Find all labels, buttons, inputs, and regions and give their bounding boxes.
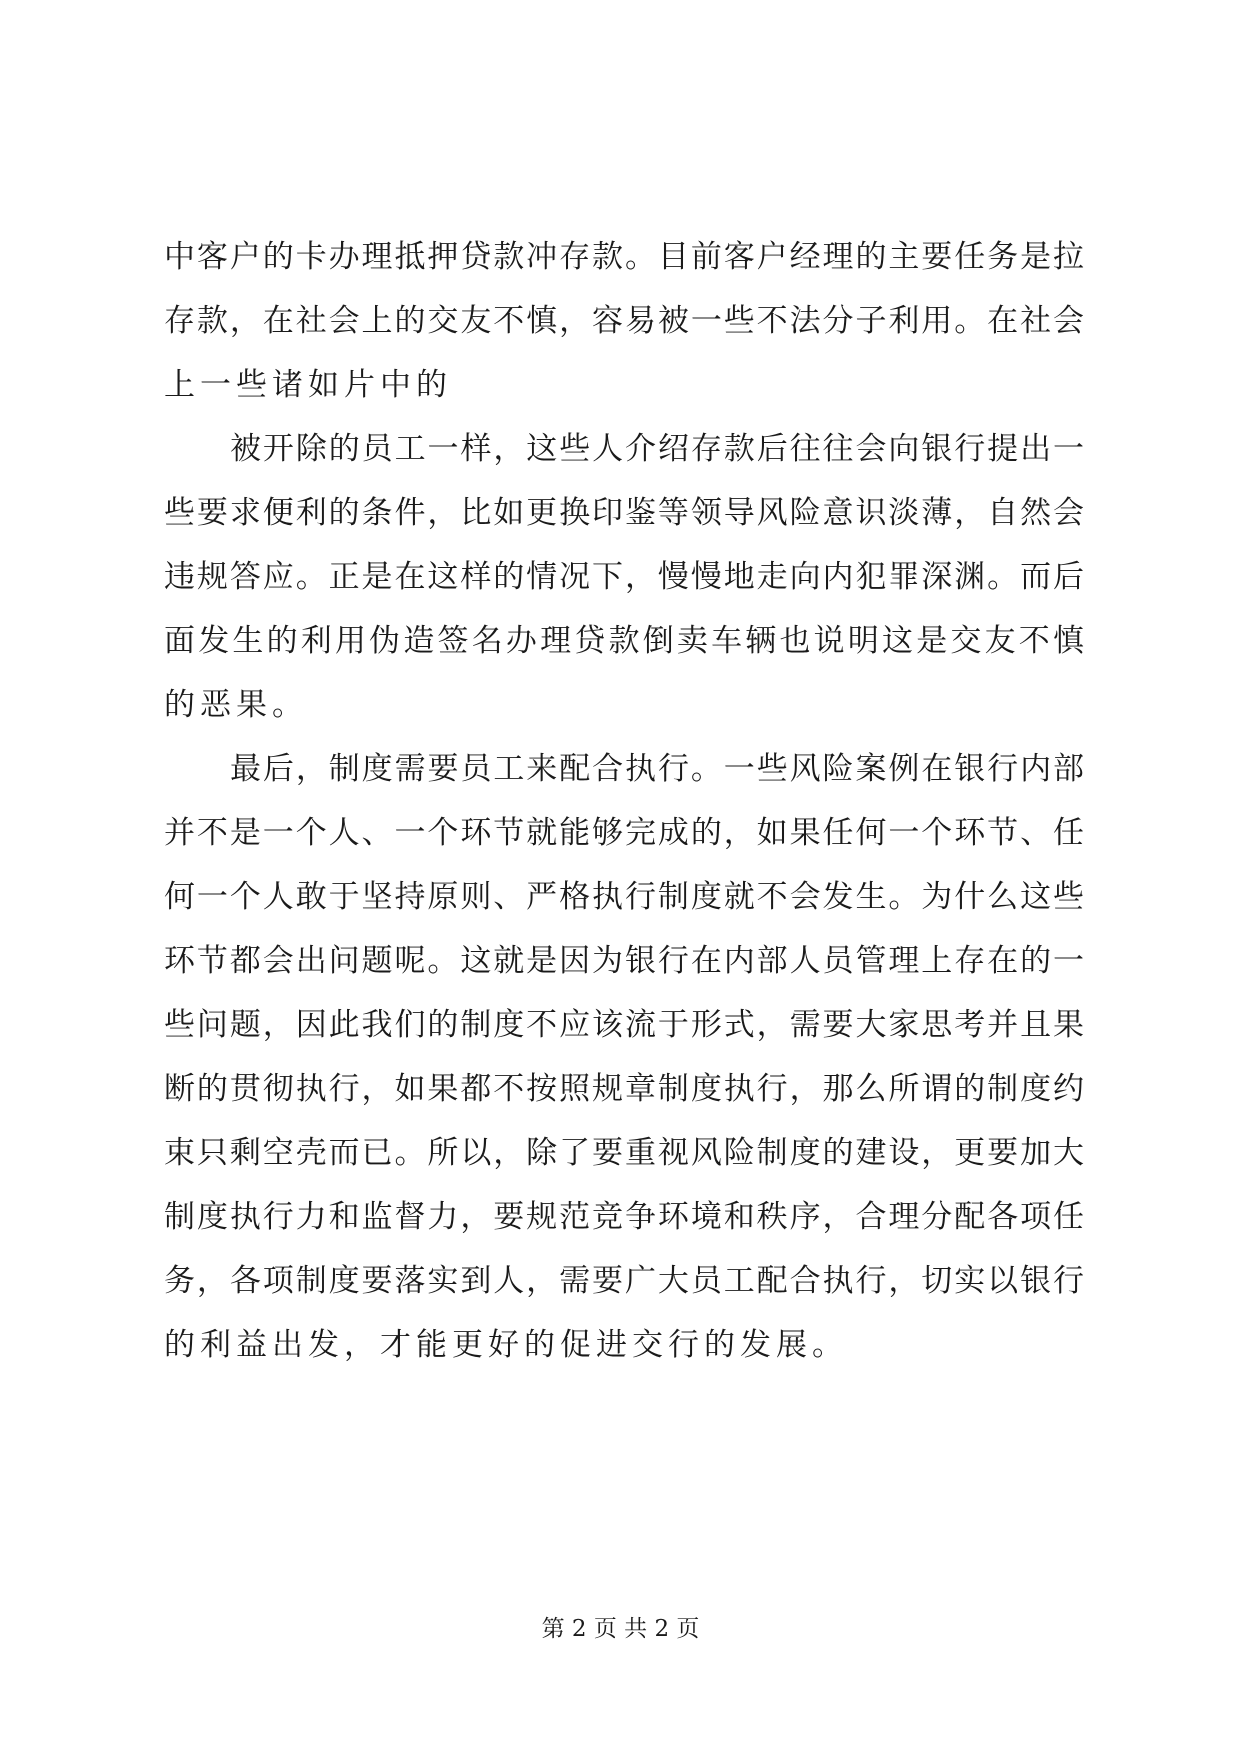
paragraph-1-line-2: 存款，在社会上的交友不慎，容易被一些不法分子利用。在社会 <box>164 303 1084 339</box>
paragraph-3-line-9: 务，各项制度要落实到人，需要广大员工配合执行，切实以银行 <box>164 1263 1084 1299</box>
paragraph-3-line-1: 最后，制度需要员工来配合执行。一些风险案例在银行内部 <box>230 751 1084 787</box>
paragraph-3-line-2: 并不是一个人、一个环节就能够完成的，如果任何一个环节、任 <box>164 815 1084 851</box>
paragraph-2-line-3: 违规答应。正是在这样的情况下，慢慢地走向内犯罪深渊。而后 <box>164 559 1084 595</box>
paragraph-2-line-5: 的恶果。 <box>164 687 308 723</box>
body-text <box>164 225 1084 1377</box>
paragraph-2-line-2: 些要求便利的条件，比如更换印鉴等领导风险意识淡薄，自然会 <box>164 495 1084 531</box>
paragraph-3-line-4: 环节都会出问题呢。这就是因为银行在内部人员管理上存在的一 <box>164 943 1084 979</box>
paragraph-3-line-6: 断的贯彻执行，如果都不按照规章制度执行，那么所谓的制度约 <box>164 1071 1084 1107</box>
paragraph-2-line-1: 被开除的员工一样，这些人介绍存款后往往会向银行提出一 <box>230 431 1084 467</box>
page-number-label: 第 2 页 共 2 页 <box>541 1616 700 1642</box>
paragraph-3-line-5: 些问题，因此我们的制度不应该流于形式，需要大家思考并且果 <box>164 1007 1084 1043</box>
paragraph-3-line-7: 束只剩空壳而已。所以，除了要重视风险制度的建设，更要加大 <box>164 1135 1084 1171</box>
paragraph-1-line-3: 上一些诸如片中的 <box>164 367 452 403</box>
paragraph-3-line-3: 何一个人敢于坚持原则、严格执行制度就不会发生。为什么这些 <box>164 879 1084 915</box>
paragraph-3-line-8: 制度执行力和监督力，要规范竞争环境和秩序，合理分配各项任 <box>164 1199 1084 1235</box>
paragraph-1-line-1: 中客户的卡办理抵押贷款冲存款。目前客户经理的主要任务是拉 <box>164 239 1084 275</box>
paragraph-3-line-10: 的利益出发，才能更好的促进交行的发展。 <box>164 1327 848 1363</box>
page-footer <box>0 1614 1241 1644</box>
paragraph-2-line-4: 面发生的利用伪造签名办理贷款倒卖车辆也说明这是交友不慎 <box>164 623 1084 659</box>
